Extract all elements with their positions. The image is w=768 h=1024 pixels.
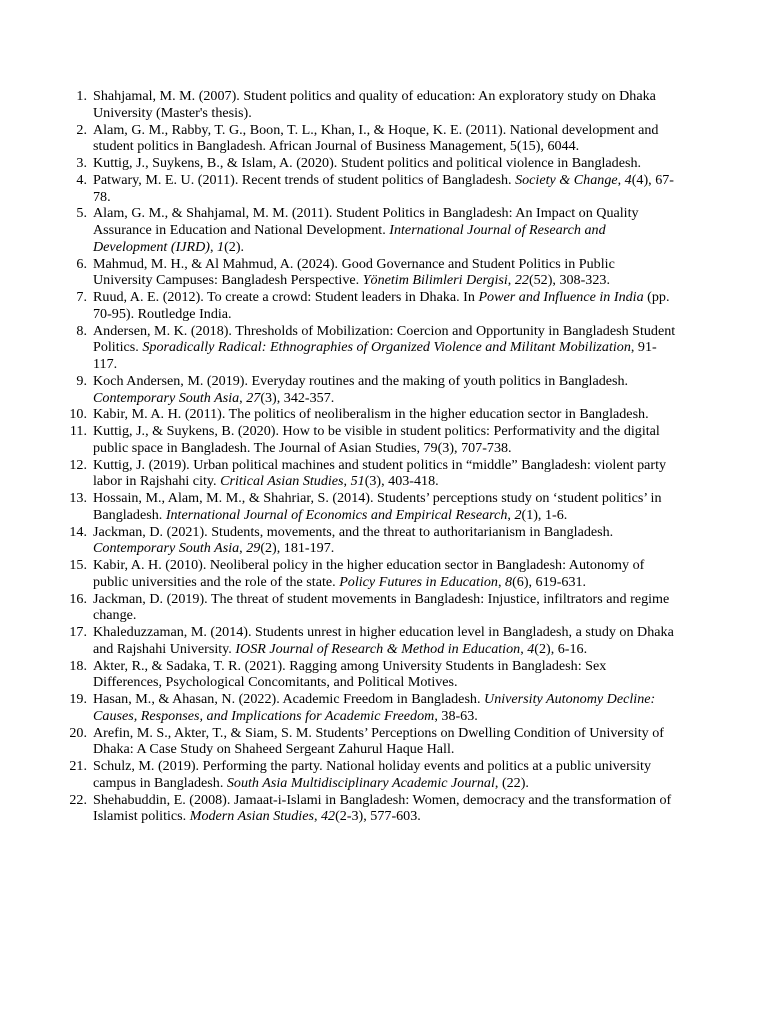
reference-item [65,323,677,373]
reference-item [65,691,677,725]
reference-italic-segment: 29 [246,540,261,557]
reference-item [65,658,677,692]
reference-italic-segment: Contemporary South Asia [93,540,240,557]
reference-number: 13. [69,490,87,506]
reference-text [93,792,671,825]
reference-segment: (6), 619-631. [512,573,587,590]
reference-text [93,323,675,373]
reference-text [93,457,666,490]
reference-italic-segment: South Asia Multidisciplinary Academic Journal [226,774,495,791]
reference-text [93,624,674,657]
reference-segment: , [520,640,528,657]
reference-segment: (2), 6-16. [534,640,588,657]
reference-segment: Khaleduzzaman, M. (2014). Students unrest in higher education level in Bangladesh, a study on Dhaka and Rajshahi University. [93,624,674,657]
reference-item [65,591,677,625]
reference-segment: Kuttig, J., Suykens, B., & Islam, A. (2020). Student politics and political violence in Bangladesh. [93,155,642,171]
reference-item [65,122,677,156]
reference-text [93,423,660,456]
reference-segment: Hasan, M., & Ahasan, N. (2022). Academic Freedom in Bangladesh. [93,691,485,707]
reference-item [65,725,677,759]
reference-italic-segment: 1 [217,238,225,255]
reference-italic-segment: 22 [514,272,529,289]
reference-italic-segment: Society & Change [515,171,618,188]
reference-text [93,155,641,171]
reference-list [65,88,677,825]
reference-segment: (2), 181-197. [260,540,335,557]
reference-number: 4. [76,171,87,188]
reference-segment: Schulz, M. (2019). Performing the party. National holiday events and politics at a public university campus in Bangladesh. [93,758,652,791]
reference-number: 10. [69,406,87,423]
reference-italic-segment: International Journal of Research and Development (IJRD) [93,222,606,255]
reference-italic-segment: 4 [624,171,632,188]
reference-text [93,725,664,758]
reference-text [93,691,655,724]
reference-segment: , [210,238,218,255]
reference-text [93,122,658,155]
reference-item [65,256,677,290]
reference-item [65,406,677,423]
reference-item [65,758,677,792]
reference-italic-segment: 42 [320,808,336,825]
reference-text [93,373,628,406]
reference-segment: (4), 67-78. [93,171,674,205]
reference-italic-segment: 51 [350,473,365,490]
reference-segment: (52), 308-323. [528,272,610,289]
reference-text [93,172,674,205]
reference-segment: , 38-63. [434,707,478,724]
reference-number: 2. [76,121,87,138]
reference-text [93,557,644,590]
reference-segment: (pp. 70-95). Routledge India. [93,289,670,322]
reference-item [65,524,677,558]
reference-item [65,205,677,255]
reference-segment: , [617,171,625,188]
reference-number: 12. [69,456,87,473]
reference-item [65,155,677,172]
reference-segment: Andersen, M. K. (2018). Thresholds of Mobilization: Coercion and Opportunity in Bangladesh Student Politics. [93,322,676,356]
reference-italic-segment: Contemporary South Asia [93,389,240,406]
reference-italic-segment: Critical Asian Studies [220,473,344,490]
reference-text [93,490,662,523]
reference-number: 5. [76,205,87,222]
reference-segment: Patwary, M. E. U. (2011). Recent trends of student politics of Bangladesh. [93,171,516,188]
reference-segment: Shehabuddin, E. (2008). Jamaat-i-Islami in Bangladesh: Women, democracy and the transformation of Islamist politics. [93,791,672,825]
reference-number: 14. [69,523,87,540]
reference-item [65,490,677,524]
reference-italic-segment: 4 [527,640,535,657]
reference-italic-segment: Sporadically Radical: Ethnographies of Organized Violence and Militant Mobilization [142,339,631,356]
reference-italic-segment: Policy Futures in Education [339,573,498,590]
reference-item [65,792,677,826]
reference-segment: Akter, R., & Sadaka, T. R. (2021). Ragging among University Students in Bangladesh: Sex Differences, Psychological Concomitants, and Political Motives. [93,657,607,691]
reference-italic-segment: Modern Asian Studies [189,808,314,825]
reference-text [93,658,606,691]
reference-text [93,758,651,791]
reference-number: 6. [76,255,87,272]
reference-segment: Mahmud, M. H., & Al Mahmud, A. (2024). Good Governance and Student Politics in Public University Campuses: Bangladesh Perspective. [93,255,615,289]
reference-segment: (1), 1-6. [521,506,568,523]
reference-text [93,205,639,255]
reference-number: 7. [76,289,87,305]
reference-segment: , [507,272,515,289]
reference-segment: Kabir, A. H. (2010). Neoliberal policy in the higher education sector in Bangladesh: Autonomy of public universities and the role of the state. [93,557,645,590]
reference-italic-segment: Yönetim Bilimleri Dergisi [362,272,508,289]
reference-segment: , 91-117. [93,339,657,372]
reference-number: 9. [76,372,87,389]
reference-text [93,256,615,289]
reference-segment: (2). [224,238,245,255]
reference-text [93,591,669,624]
reference-segment: Alam, G. M., Rabby, T. G., Boon, T. L., Khan, I., & Hoque, K. E. (2011). National development and student politics in Bangladesh. African Journal of Business Management, 5(15), 6044. [93,121,659,155]
reference-segment: Jackman, D. (2019). The threat of student movements in Bangladesh: Injustice, infiltrators and regime change. [93,590,670,624]
reference-segment: , [343,473,351,490]
reference-segment: Alam, G. M., & Shahjamal, M. M. (2011). Student Politics in Bangladesh: An Impact on Quality Assurance in Education and National Development. [93,205,639,238]
reference-number: 20. [69,724,87,741]
reference-number: 8. [76,322,87,339]
reference-segment: (2-3), 577-603. [335,808,421,825]
reference-segment: Jackman, D. (2021). Students, movements, and the threat to authoritarianism in Bangladesh. [93,523,614,540]
reference-italic-segment: 8 [505,573,513,590]
reference-number: 11. [69,423,87,439]
reference-italic-segment: 27 [246,389,261,406]
reference-segment: Kuttig, J. (2019). Urban political machines and student politics in “middle” Bangladesh: violent party labor in Rajshahi city. [93,456,667,490]
reference-segment: , [313,808,321,825]
reference-segment: , [239,540,247,557]
reference-number: 22. [69,791,87,808]
reference-segment: Shahjamal, M. M. (2007). Student politics and quality of education: An exploratory study on Dhaka University (Master's thesis). [93,88,656,121]
reference-text [93,524,613,557]
reference-segment: (3), 342-357. [260,389,335,406]
reference-segment: Kuttig, J., & Suykens, B. (2020). How to be visible in student politics: Performativity and the digital public space in Bangladesh. The Journal of Asian Studies, 79(3), 707-738. [93,423,660,456]
reference-number: 17. [69,624,87,640]
reference-text [93,289,669,322]
reference-segment: Ruud, A. E. (2012). To create a crowd: Student leaders in Dhaka. In [93,289,479,305]
reference-item [65,423,677,457]
reference-segment: , [497,573,506,590]
reference-item [65,172,677,206]
reference-text [93,406,649,422]
reference-item [65,624,677,658]
reference-number: 15. [69,557,87,573]
reference-segment: Arefin, M. S., Akter, T., & Siam, S. M. Students’ Perceptions on Dwelling Condition of University of Dhaka: A Case Study on Shaheed Sergeant Zahurul Haque Hall. [93,724,664,758]
reference-number: 3. [76,155,87,171]
reference-item [65,88,677,122]
reference-italic-segment: Power and Influence in India [478,289,644,305]
reference-number: 1. [76,88,87,104]
reference-number: 18. [69,657,87,674]
reference-item [65,557,677,591]
reference-segment: , (22). [494,774,529,791]
reference-italic-segment: 2 [514,506,522,523]
reference-number: 19. [69,691,87,707]
reference-segment: , [507,506,515,523]
reference-item [65,373,677,407]
reference-segment: Hossain, M., Alam, M. M., & Shahriar, S. (2014). Students’ perceptions study on ‘student politics’ in Bangladesh. [93,490,662,523]
reference-number: 16. [69,590,87,607]
reference-segment: Koch Andersen, M. (2019). Everyday routines and the making of youth politics in Bangladesh. [93,372,629,389]
reference-number: 21. [69,758,87,774]
reference-segment: , [239,389,247,406]
reference-segment: Kabir, M. A. H. (2011). The politics of neoliberalism in the higher education sector in Bangladesh. [93,406,649,423]
reference-italic-segment: University Autonomy Decline: Causes, Responses, and Implications for Academic Freedom [93,691,656,724]
reference-italic-segment: IOSR Journal of Research & Method in Education [235,640,521,657]
reference-segment: (3), 403-418. [364,473,439,490]
reference-italic-segment: International Journal of Economics and Empirical Research [165,506,508,523]
reference-item [65,289,677,323]
reference-item [65,457,677,491]
reference-text [93,88,656,121]
